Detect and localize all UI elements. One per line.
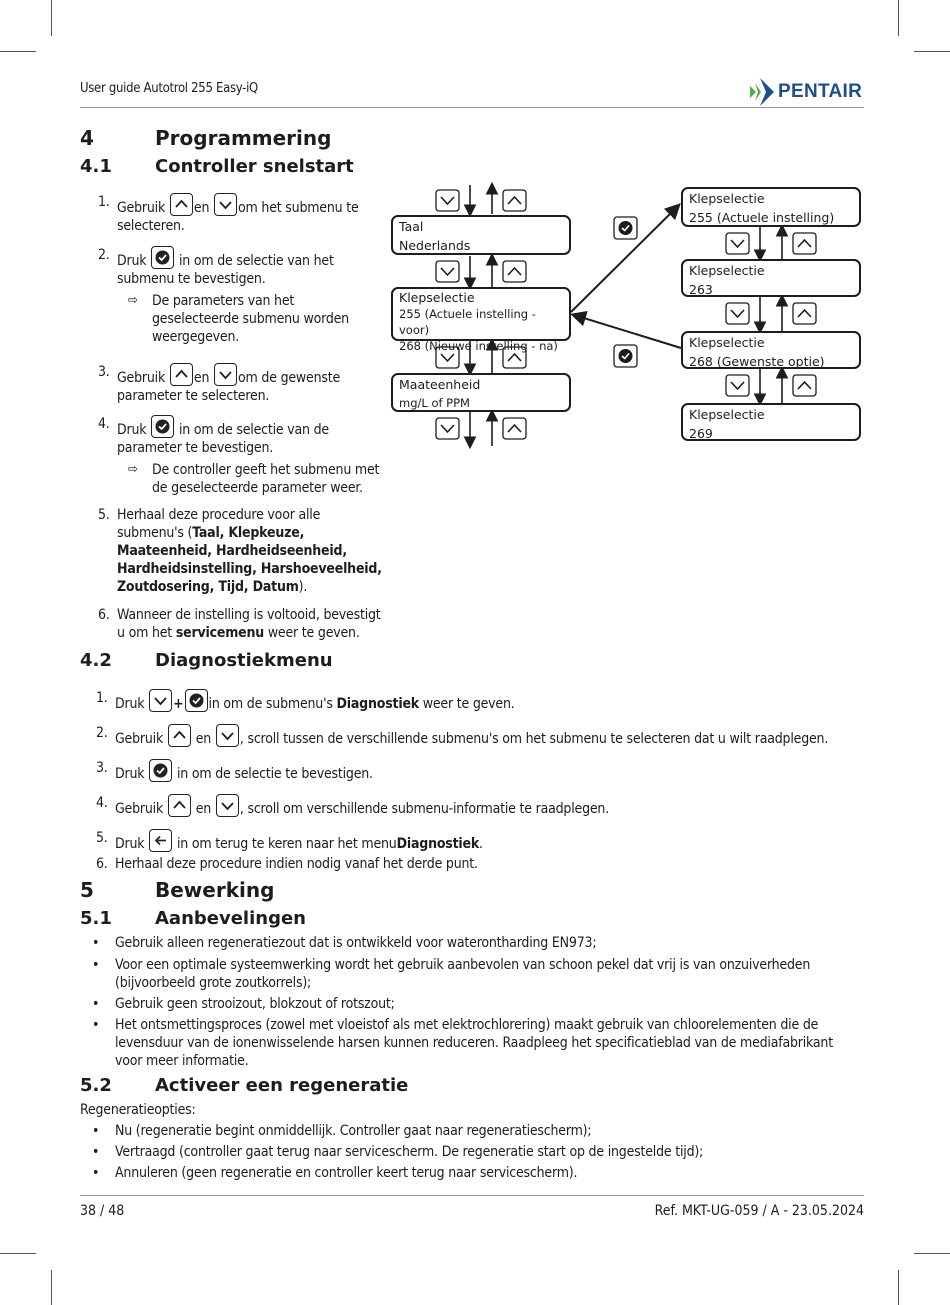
bullet: • [92,935,100,951]
option-box-269: Klepselectie 269 [681,403,861,441]
section-number: 5 [80,878,94,902]
option-box-263: Klepselectie 263 [681,259,861,297]
subsection-title: Activeer een regeneratie [155,1075,409,1096]
down-key-icon [726,375,749,396]
up-key-icon [793,303,816,324]
crop-mark [0,1253,36,1254]
option-box-255: Klepselectie 255 (Actuele instelling) [681,187,861,227]
section-number: 4 [80,126,94,150]
bullet: • [92,1144,100,1160]
down-key-icon [149,689,172,712]
back-key-icon [149,829,172,852]
menu-box-taal: Taal Nederlands [391,215,571,255]
down-key-icon [436,418,459,439]
crop-mark [914,1253,950,1254]
section-title: Bewerking [155,878,275,902]
up-key-icon [168,724,191,747]
subsection-heading [80,650,333,671]
paragraph: Regeneratieopties: [80,1102,196,1118]
bullet: • [92,957,100,973]
ok-key-icon [614,217,637,239]
down-key-icon [726,303,749,324]
footer-rule [80,1195,864,1196]
up-key-icon [503,418,526,439]
crop-mark [898,1270,899,1305]
brand-name: PENTAIR [778,81,863,102]
bullet: • [92,1165,100,1181]
menu-box-maateenheid: Maateenheid mg/L of PPM [391,373,571,412]
document-reference: Ref. MKT-UG-059 / A - 23.05.2024 [654,1203,864,1219]
document-title: User guide Autotrol 255 Easy-iQ [80,81,258,96]
arrow-right-icon: ⇨ [128,293,138,308]
section-title: Programmering [155,126,332,150]
down-key-icon [436,261,459,282]
subsection-title: Diagnostiekmenu [155,650,333,671]
up-key-icon [793,233,816,254]
ok-key-icon [149,759,172,782]
subsection-number: 5.2 [80,1075,112,1096]
option-box-268: Klepselectie 268 (Gewenste optie) [681,331,861,369]
menu-box-klepselectie: Klepselectie 255 (Actuele instelling - voor) 268 (Nieuwe instelling - na) [391,287,571,341]
bullet: • [92,996,100,1012]
subsection-heading [80,1075,408,1096]
arrow-right-icon: ⇨ [128,462,138,477]
crop-mark [51,1270,52,1305]
section-heading [80,878,274,902]
subsection-number: 4.1 [80,156,112,177]
up-key-icon [793,375,816,396]
bullet: • [92,1017,100,1033]
down-key-icon [726,233,749,254]
subsection-title: Aanbevelingen [155,908,306,929]
up-key-icon [503,190,526,211]
right-nav-connectors [760,227,782,403]
down-key-icon [216,794,239,817]
subsection-title: Controller snelstart [155,156,354,177]
page-number: 38 / 48 [80,1203,125,1219]
up-key-icon [503,261,526,282]
ok-key-icon [614,345,637,367]
subsection-number: 4.2 [80,650,112,671]
down-key-icon [216,724,239,747]
ok-key-icon [185,689,208,712]
subsection-number: 5.1 [80,908,112,929]
bullet: • [92,1123,100,1139]
up-key-icon [168,794,191,817]
down-key-icon [436,190,459,211]
subsection-heading [80,908,306,929]
